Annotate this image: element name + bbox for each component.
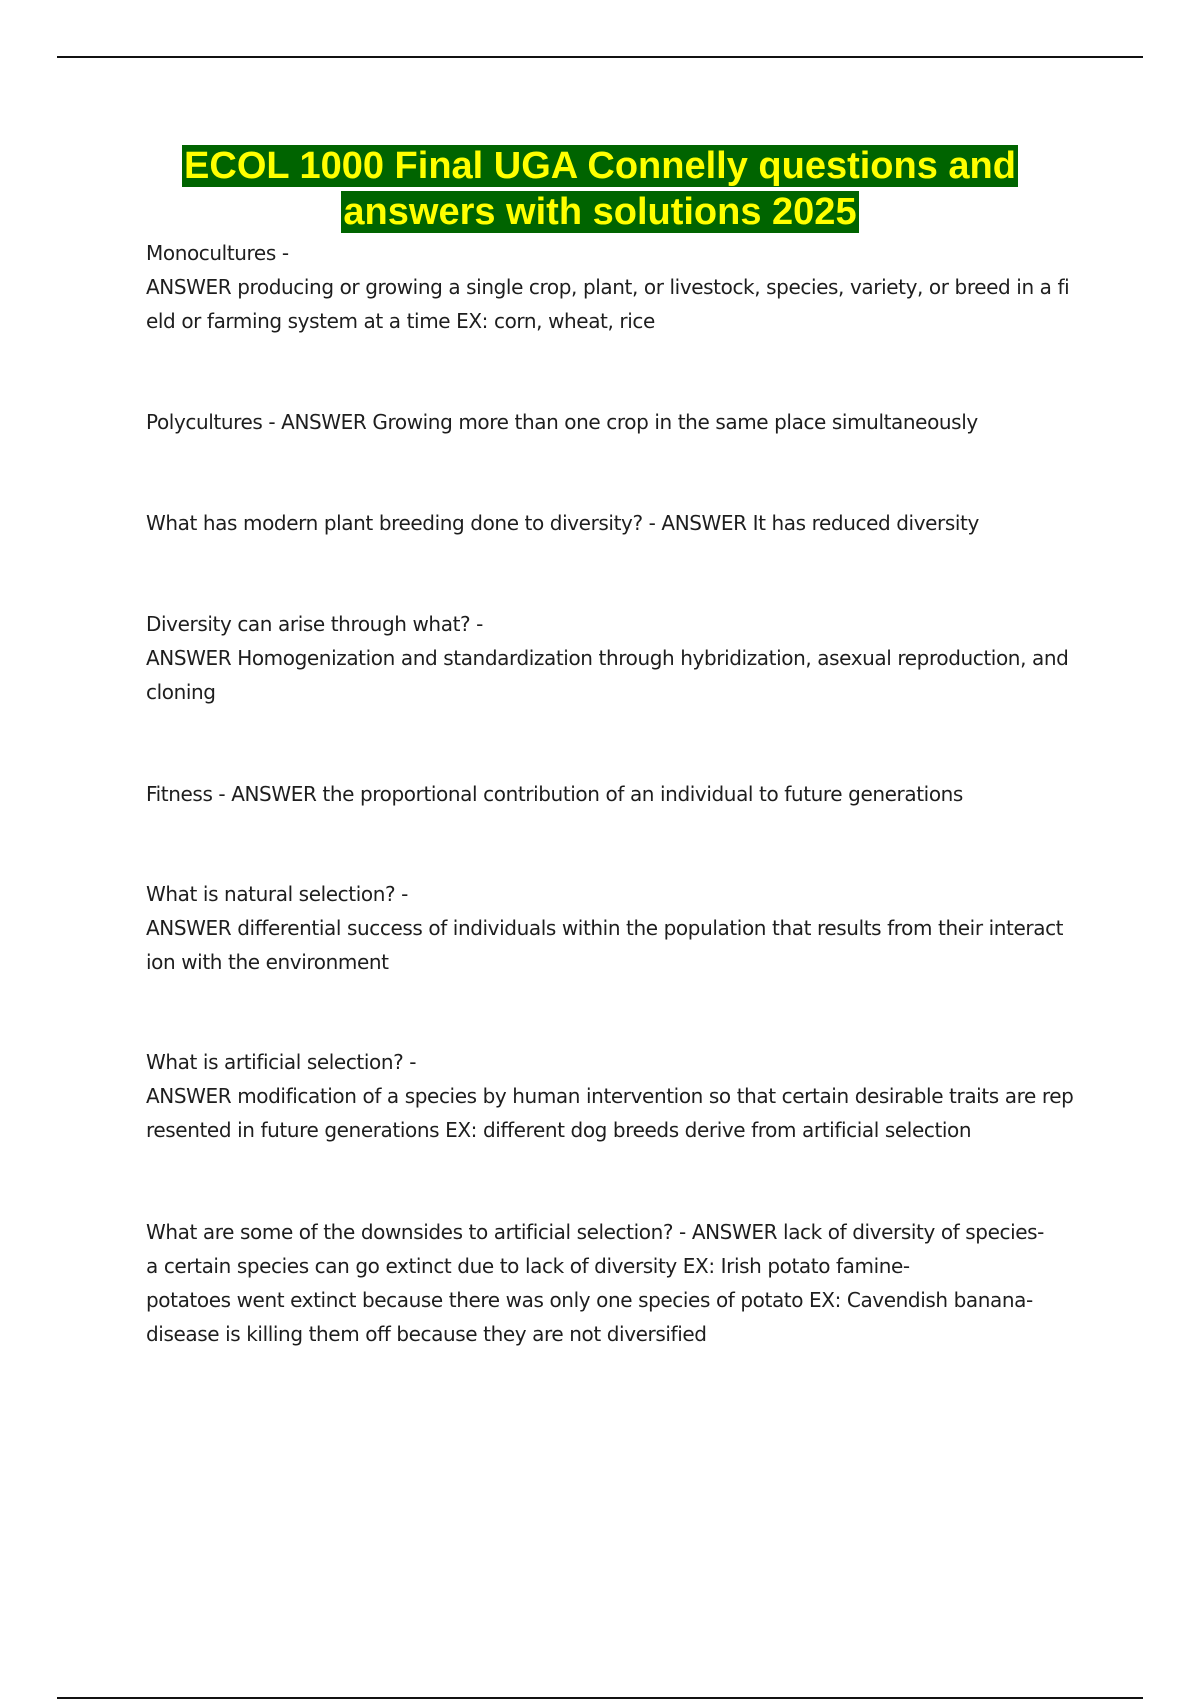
qa-entry-artificial-selection — [146, 1045, 1096, 1147]
title-line-1: ECOL 1000 Final UGA Connelly questions and — [184, 145, 1016, 187]
answer-text: ANSWER modification of a species by human intervention so that certain desirable traits are rep resented in future generations EX: different dog breeds derive from artificial selection — [146, 1084, 1074, 1142]
question-text: What has modern plant breeding done to diversity? - — [146, 511, 662, 535]
question-text: Polycultures - — [146, 410, 282, 434]
qa-entry-fitness — [146, 777, 1096, 811]
footer-rule — [57, 1697, 1143, 1699]
qa-entry-diversity — [146, 607, 1096, 709]
header-rule — [57, 56, 1143, 58]
qa-entry-monocultures — [146, 236, 1096, 338]
answer-text: ANSWER the proportional contribution of an individual to future generations — [231, 782, 963, 806]
answer-text: ANSWER Homogenization and standardization through hybridization, asexual reproduction, and cloning — [146, 646, 1069, 704]
qa-entry-polycultures — [146, 405, 1096, 439]
question-text: Monocultures - — [146, 241, 289, 265]
qa-entry-plant-breeding — [146, 506, 1096, 540]
answer-text: ANSWER Growing more than one crop in the same place simultaneously — [281, 410, 978, 434]
question-text: Fitness - — [146, 782, 232, 806]
question-text: Diversity can arise through what? - — [146, 612, 483, 636]
question-text: What is natural selection? - — [146, 882, 408, 906]
answer-text: ANSWER lack of diversity of species- a certain species can go extinct due to lack of diversity EX: Irish potato famine- potatoes went extinct because there was only one species of potato EX: Cavendish banana- disease is killing them off because they are not diversified — [146, 1220, 1044, 1346]
answer-text: ANSWER differential success of individuals within the population that results from their interact ion with the environment — [146, 916, 1064, 974]
qa-entry-artificial-selection-downsides — [146, 1215, 1096, 1351]
qa-entry-natural-selection — [146, 877, 1096, 979]
answer-text: ANSWER It has reduced diversity — [661, 511, 979, 535]
answer-text: ANSWER producing or growing a single crop, plant, or livestock, species, variety, or breed in a fi eld or farming system at a time EX: corn, wheat, rice — [146, 275, 1070, 333]
question-text: What are some of the downsides to artificial selection? - — [146, 1220, 692, 1244]
question-text: What is artificial selection? - — [146, 1050, 417, 1074]
title-line-2: answers with solutions 2025 — [343, 191, 857, 233]
document-title — [60, 143, 1140, 235]
